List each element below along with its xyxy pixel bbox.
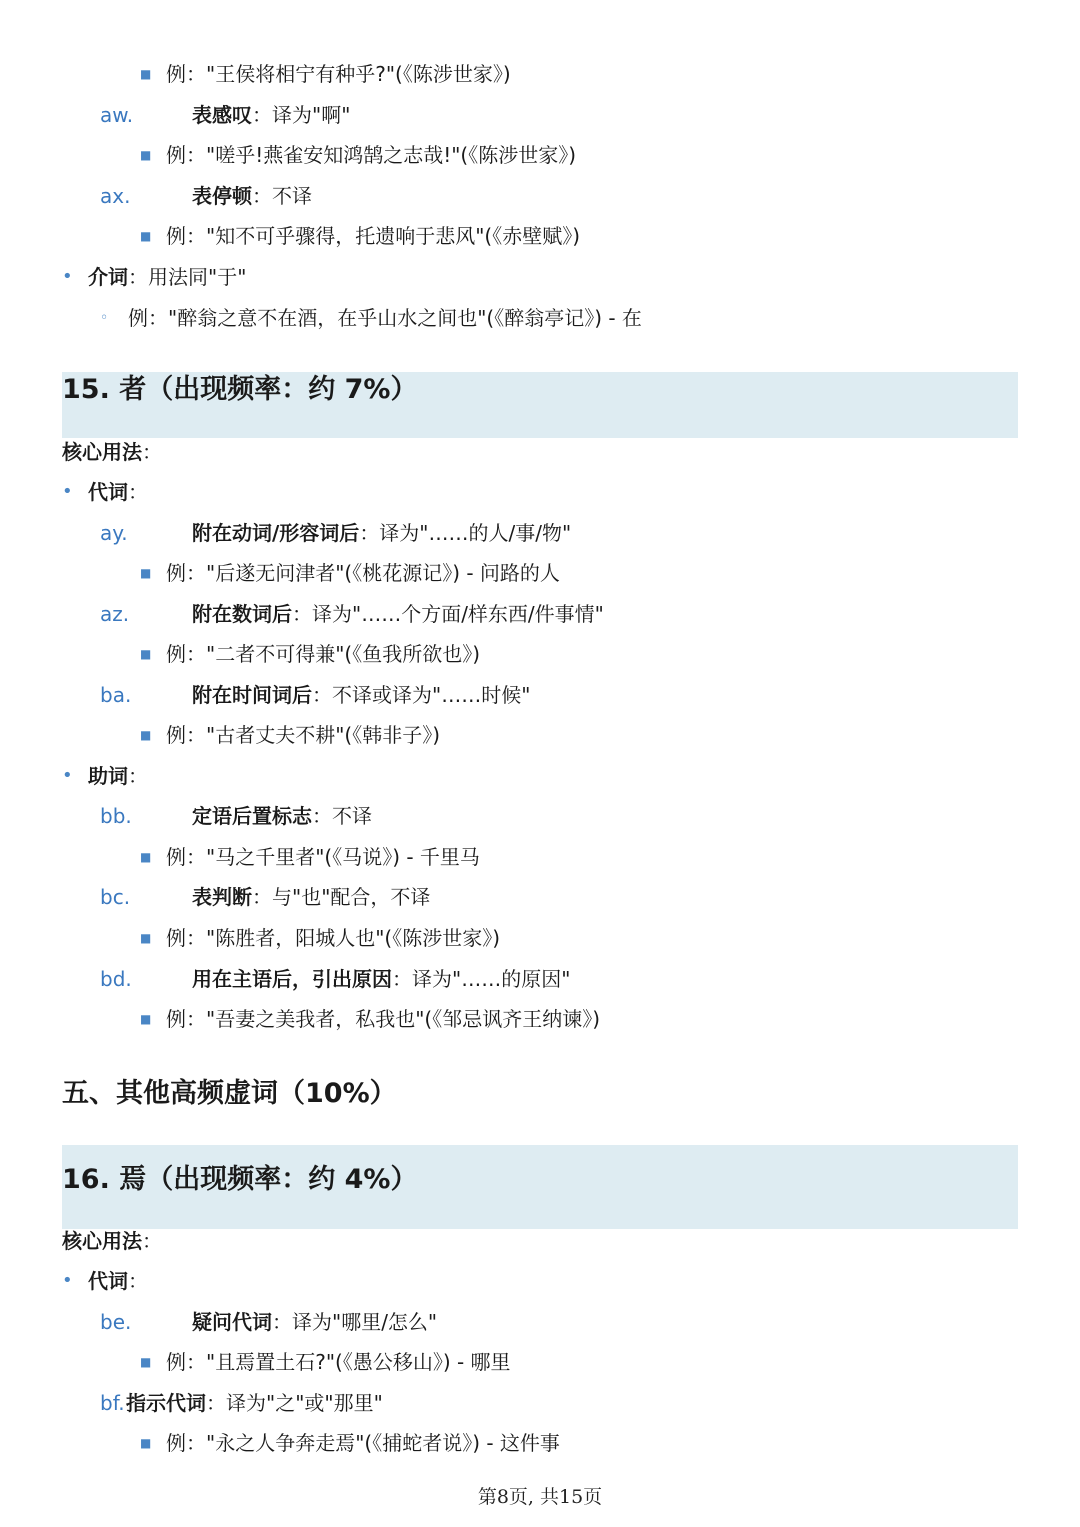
dot-bullet-icon: • (62, 481, 73, 502)
dot-bullet-icon: • (62, 765, 73, 786)
square-bullet-icon: ■ (140, 566, 152, 580)
section-heading-15: 15. 者（出现频率：约 7%） (62, 374, 418, 405)
square-bullet-icon: ■ (140, 931, 152, 945)
square-bullet-icon: ■ (140, 1436, 152, 1450)
part-heading-5: 五、其他高频虚词（10%） (62, 1078, 397, 1109)
square-bullet-icon: ■ (140, 229, 152, 243)
square-bullet-icon: ■ (140, 1355, 152, 1369)
square-bullet-icon: ■ (140, 1012, 152, 1026)
dot-bullet-icon: • (62, 1270, 73, 1291)
square-bullet-icon: ■ (140, 67, 152, 81)
square-bullet-icon: ■ (140, 728, 152, 742)
section-heading-16: 16. 焉（出现频率：约 4%） (62, 1164, 418, 1195)
square-bullet-icon: ■ (140, 647, 152, 661)
dot-bullet-icon: • (62, 266, 73, 287)
page-footer: 第8页, 共15页 (477, 1486, 603, 1508)
square-bullet-icon: ■ (140, 148, 152, 162)
circle-bullet-icon: ◦ (100, 310, 109, 326)
square-bullet-icon: ■ (140, 850, 152, 864)
